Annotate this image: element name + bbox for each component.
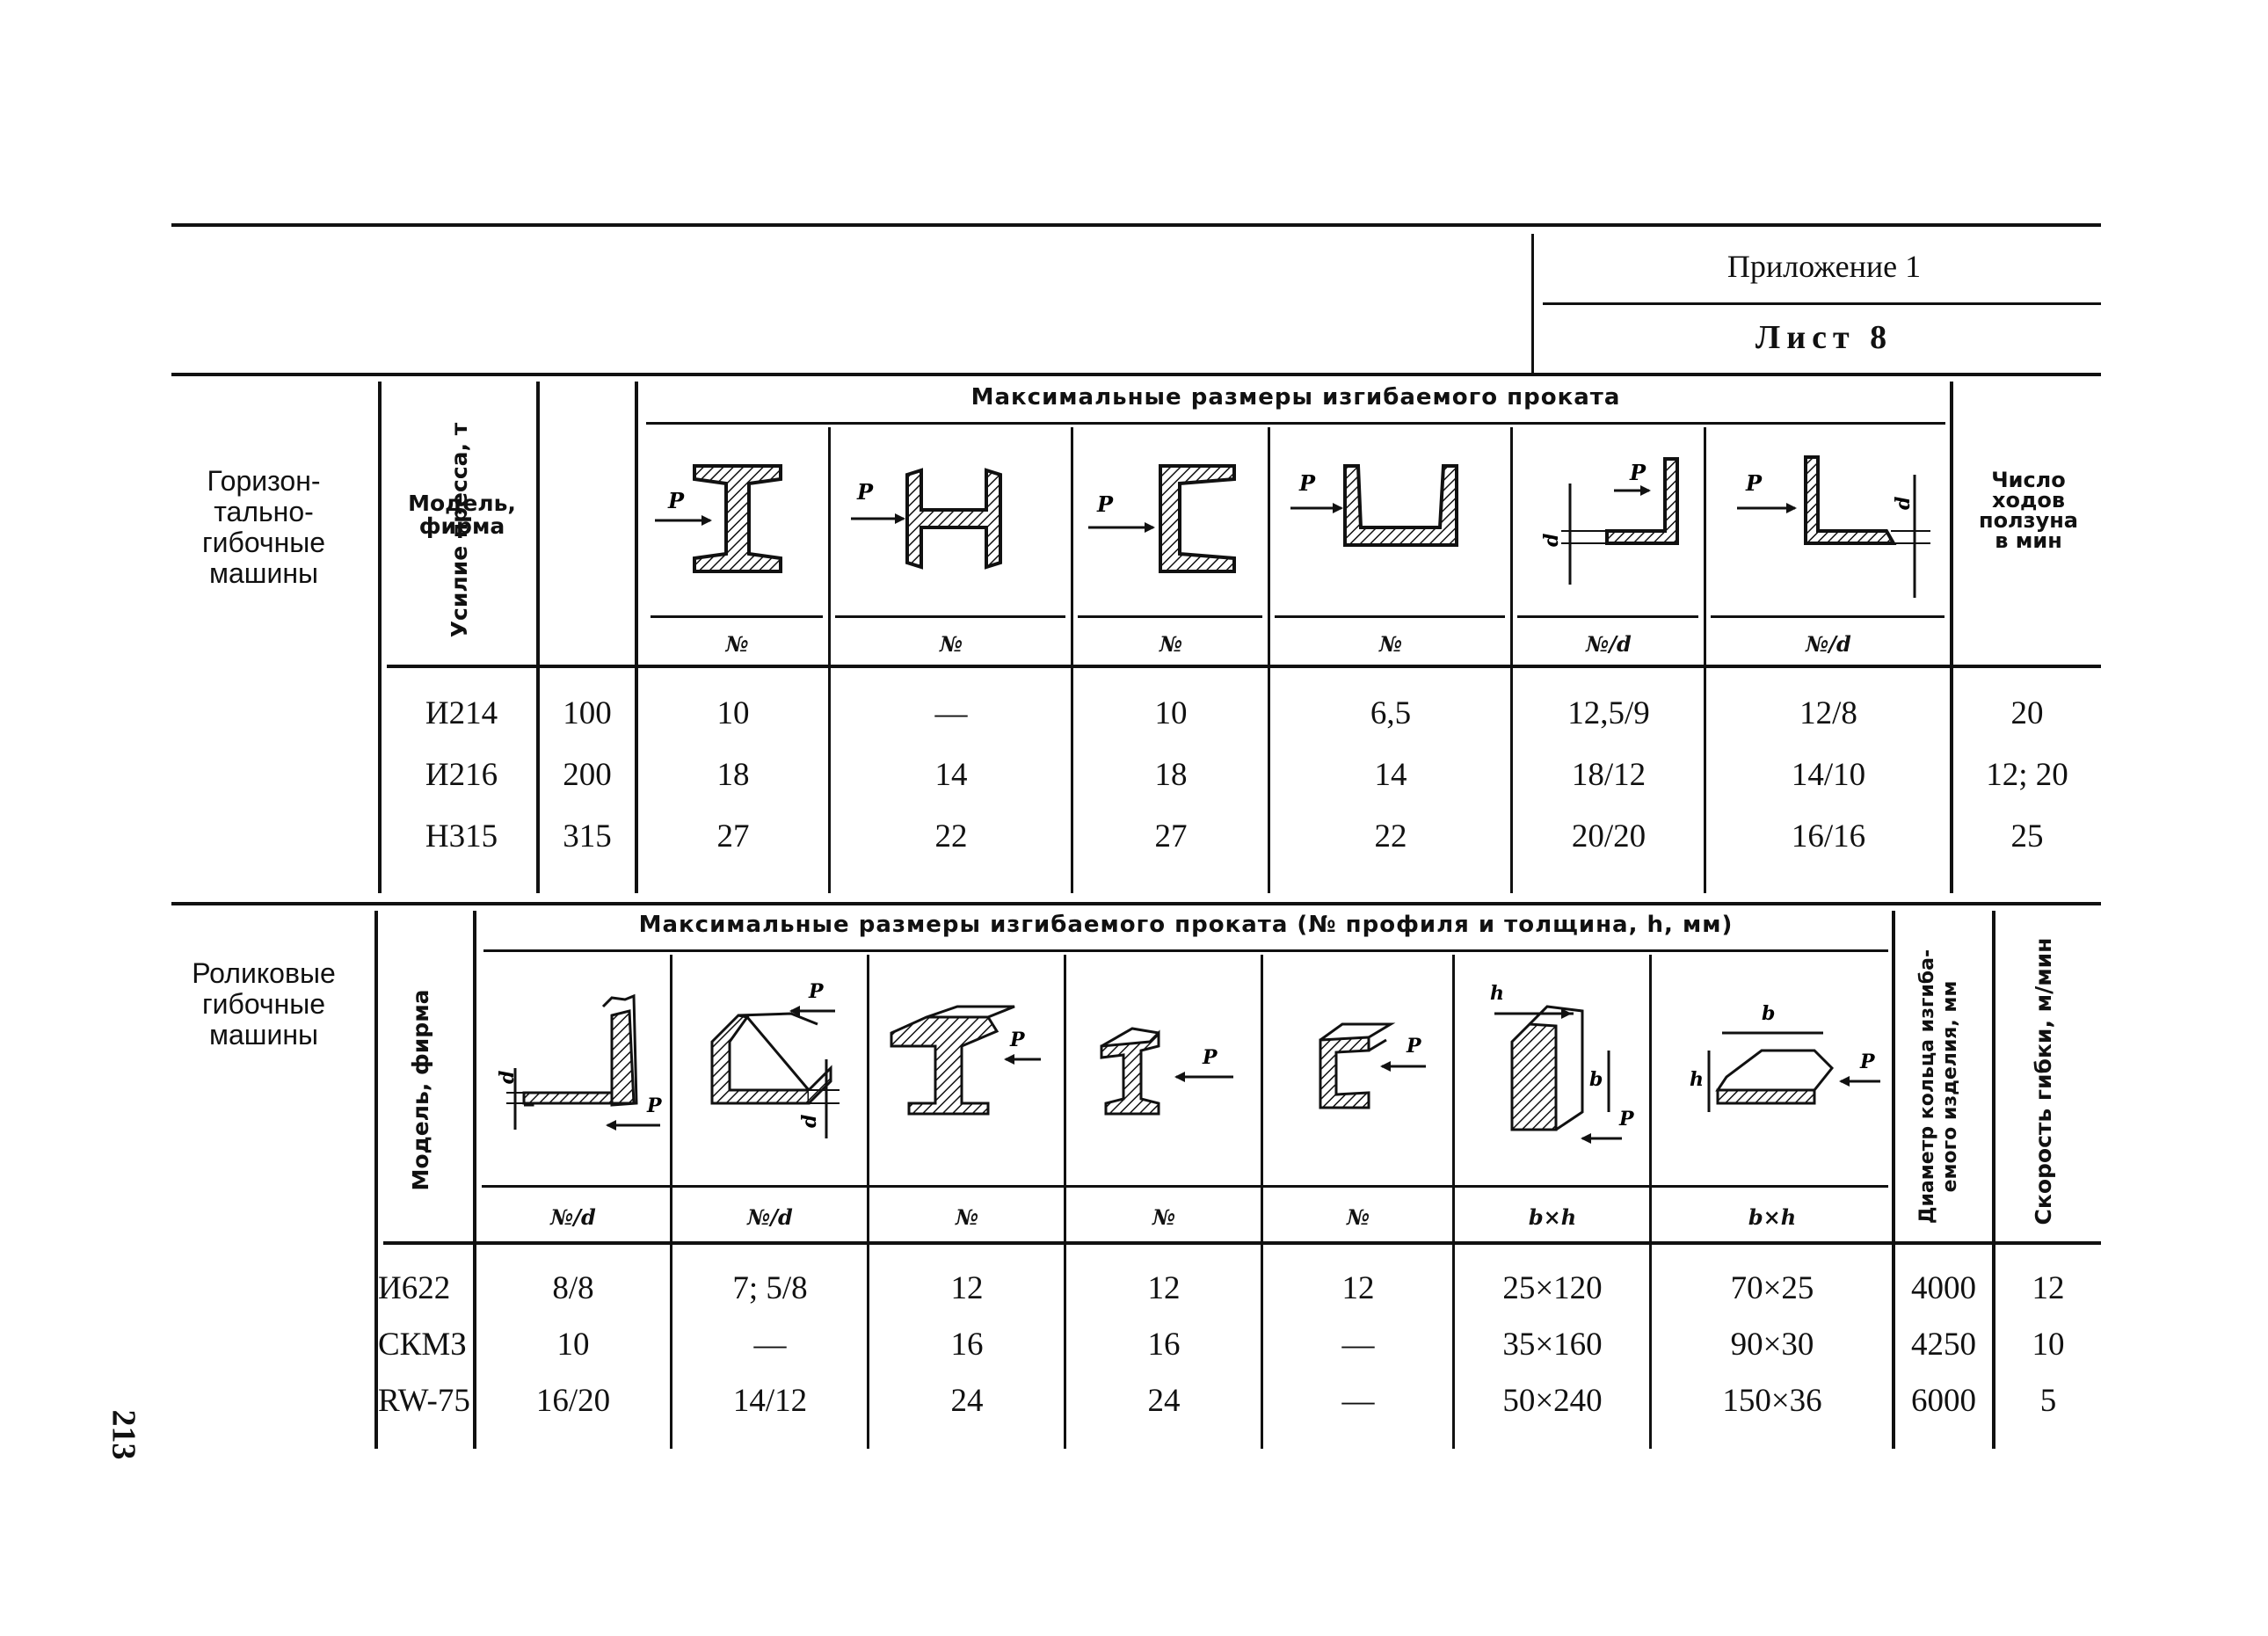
t1-cell: 12,5/9	[1567, 695, 1650, 731]
t1-sub-rule	[1078, 615, 1262, 618]
i-beam-3d-icon	[874, 963, 1060, 1181]
t1-vline	[1268, 427, 1270, 893]
t1-vline	[378, 382, 382, 893]
t2-vline	[374, 911, 378, 1449]
t2-vline	[670, 955, 672, 1449]
t1-strokes: 12; 20	[1986, 757, 2068, 793]
t1-vline	[828, 427, 831, 893]
svg-text:h: h	[1490, 982, 1504, 1005]
svg-text:P: P	[647, 1094, 662, 1117]
t1-cell: 14/10	[1791, 757, 1866, 793]
t1-cell: 27	[1154, 818, 1188, 854]
t2-sub-label: b×h	[1748, 1204, 1797, 1230]
svg-text:P: P	[1203, 1046, 1218, 1069]
t2-col-diameter: Диаметр кольца изгиба- емого изделия, мм	[1916, 949, 1961, 1225]
t1-sub-rule	[651, 615, 823, 618]
t2-vline	[473, 911, 476, 1449]
t1-cell: 10	[716, 695, 750, 731]
t2-vline	[1892, 911, 1895, 1449]
h-beam-icon	[835, 440, 1065, 611]
t1-cell: 6,5	[1370, 695, 1412, 731]
t2-sub-label: №	[955, 1204, 979, 1230]
t2-sub-label: №/d	[550, 1204, 596, 1230]
t1-strokes: 25	[2010, 818, 2044, 854]
t2-col-model: Модель, фирма	[408, 989, 433, 1191]
t2-cell: 35×160	[1502, 1327, 1603, 1363]
t2-model: И622	[378, 1270, 451, 1306]
t1-model: Н315	[425, 818, 498, 854]
svg-text:b: b	[1589, 1068, 1603, 1091]
t1-cell: 27	[716, 818, 750, 854]
t2-vline	[1452, 955, 1455, 1449]
svg-text:P: P	[809, 980, 824, 1003]
page-number: 213	[105, 1409, 142, 1460]
t2-sub-label: №	[1346, 1204, 1370, 1230]
t2-cell: —	[753, 1327, 787, 1363]
t1-strokes: 20	[2010, 695, 2044, 731]
t2-cell: 12	[1147, 1270, 1181, 1306]
t2-sub-label: b×h	[1528, 1204, 1577, 1230]
header-divider	[1531, 234, 1534, 373]
appendix-label: Приложение 1	[1726, 249, 1922, 284]
svg-text:P: P	[857, 479, 874, 505]
t1-cell: 18/12	[1571, 757, 1646, 793]
t2-model: RW-75	[378, 1383, 470, 1419]
t2-cell: 14/12	[732, 1383, 808, 1419]
t1-group-rule	[646, 422, 1945, 425]
t2-cell: 90×30	[1730, 1327, 1814, 1363]
t2-diameter: 4250	[1911, 1327, 1976, 1363]
svg-text:P: P	[1860, 1051, 1875, 1073]
t1-sub-rule	[835, 615, 1065, 618]
t1-vline	[1704, 427, 1706, 893]
table1-top-rule	[171, 373, 2101, 376]
t2-vline	[1261, 955, 1263, 1449]
strip-edge-icon	[1459, 963, 1646, 1181]
t1-sub-label: №/d	[1806, 631, 1851, 657]
t2-group-rule	[483, 949, 1888, 952]
t2-cell: 24	[1147, 1383, 1181, 1419]
t2-cell: 10	[556, 1327, 590, 1363]
table1-section-title: Горизон- тально- гибочные машины	[201, 465, 326, 589]
t2-cell: —	[1341, 1327, 1375, 1363]
t1-vline	[1950, 382, 1953, 893]
t2-col-speed: Скорость гибки, м/мин	[2031, 937, 2056, 1225]
t2-cell: 25×120	[1502, 1270, 1603, 1306]
t1-sub-label: №	[1159, 631, 1183, 657]
t2-cell: 12	[1341, 1270, 1375, 1306]
t2-cell: 16/20	[535, 1383, 611, 1419]
t1-cell: 18	[716, 757, 750, 793]
channel-icon	[1078, 440, 1262, 611]
angle-3d-icon	[677, 963, 863, 1181]
sheet-label: Лист 8	[1755, 319, 1894, 356]
table2-top-rule	[171, 902, 2101, 905]
channel-3d-icon	[1071, 963, 1257, 1181]
svg-text:P: P	[1630, 460, 1646, 485]
t2-speed: 5	[2039, 1383, 2057, 1419]
t1-force: 200	[563, 757, 612, 793]
svg-text:h: h	[1690, 1068, 1704, 1091]
t1-col-model: Модель, фирма	[408, 491, 516, 539]
svg-text:d: d	[1540, 533, 1563, 547]
top-rule	[171, 223, 2101, 227]
channel-3d-icon	[1268, 963, 1449, 1181]
t2-vline	[867, 955, 869, 1449]
t1-sub-label: №	[725, 631, 749, 657]
t1-model: И216	[425, 757, 498, 793]
t1-col-group: Максимальные размеры изгибаемого проката	[970, 384, 1621, 411]
t2-cell: 50×240	[1502, 1383, 1603, 1419]
t1-header-bottom-rule	[387, 665, 2101, 668]
t2-cell: 16	[950, 1327, 984, 1363]
svg-text:d: d	[798, 1114, 821, 1128]
t2-vline	[1992, 911, 1995, 1449]
strip-flat-icon	[1656, 963, 1886, 1181]
t2-sub-rule	[482, 1185, 1888, 1188]
svg-text:d: d	[1892, 496, 1915, 510]
t1-cell: 14	[934, 757, 968, 793]
header-mid-rule	[1543, 302, 2101, 305]
svg-text:b: b	[1762, 1002, 1776, 1025]
t2-speed: 10	[2032, 1327, 2065, 1363]
angle-icon	[1711, 440, 1945, 611]
angle-icon	[1517, 440, 1698, 611]
t2-cell: 8/8	[552, 1270, 594, 1306]
t1-col-strokes: Число ходов ползуна в мин	[1978, 468, 2078, 553]
t1-model: И214	[425, 695, 498, 731]
t1-vline	[1071, 427, 1073, 893]
t2-cell: 16	[1147, 1327, 1181, 1363]
t1-sub-label: №/d	[1586, 631, 1632, 657]
svg-text:P: P	[1299, 470, 1316, 496]
t1-cell: 18	[1154, 757, 1188, 793]
t2-cell: 150×36	[1722, 1383, 1822, 1419]
svg-text:d: d	[496, 1070, 519, 1084]
t1-col-force: Усилие пресса, т	[447, 422, 472, 638]
t1-force: 315	[563, 818, 612, 854]
t1-vline	[1510, 427, 1513, 893]
t1-vline	[635, 382, 638, 893]
svg-text:P: P	[1407, 1035, 1421, 1058]
t2-vline	[1649, 955, 1652, 1449]
t1-cell: 16/16	[1791, 818, 1866, 854]
t2-cell: 7; 5/8	[732, 1270, 808, 1306]
t1-cell: 22	[1374, 818, 1407, 854]
t2-speed: 12	[2032, 1270, 2065, 1306]
t2-cell: —	[1341, 1383, 1375, 1419]
i-beam-icon	[651, 440, 823, 611]
t1-cell: 22	[934, 818, 968, 854]
t2-vline	[1064, 955, 1066, 1449]
t1-sub-rule	[1711, 615, 1945, 618]
table2-section-title: Роликовые гибочные машины	[192, 957, 336, 1051]
t1-cell: 10	[1154, 695, 1188, 731]
svg-text:P: P	[668, 488, 685, 513]
t1-vline	[536, 382, 540, 893]
t2-cell: 12	[950, 1270, 984, 1306]
angle-roll-icon	[480, 963, 666, 1181]
svg-text:P: P	[1619, 1108, 1634, 1131]
svg-text:P: P	[1010, 1029, 1025, 1051]
t2-cell: 70×25	[1730, 1270, 1814, 1306]
t1-force: 100	[563, 695, 612, 731]
svg-text:P: P	[1746, 470, 1763, 496]
t2-header-bottom-rule	[383, 1241, 2101, 1245]
t2-model: СКМЗ	[378, 1327, 467, 1363]
t2-cell: 24	[950, 1383, 984, 1419]
t1-sub-rule	[1275, 615, 1505, 618]
t1-cell: 20/20	[1571, 818, 1646, 854]
t1-sub-rule	[1517, 615, 1698, 618]
t1-cell: 14	[1374, 757, 1407, 793]
t2-diameter: 6000	[1911, 1383, 1976, 1419]
t2-col-group: Максимальные размеры изгибаемого проката (№ профиля и толщина, h, мм)	[638, 912, 1734, 938]
t1-cell: 12/8	[1799, 695, 1857, 731]
t1-sub-label: №	[1378, 631, 1403, 657]
t2-sub-label: №/d	[747, 1204, 793, 1230]
svg-text:P: P	[1097, 491, 1114, 517]
u-channel-icon	[1275, 440, 1505, 611]
t2-diameter: 4000	[1911, 1270, 1976, 1306]
t1-cell: —	[934, 695, 968, 731]
t1-sub-label: №	[939, 631, 963, 657]
t2-sub-label: №	[1152, 1204, 1176, 1230]
